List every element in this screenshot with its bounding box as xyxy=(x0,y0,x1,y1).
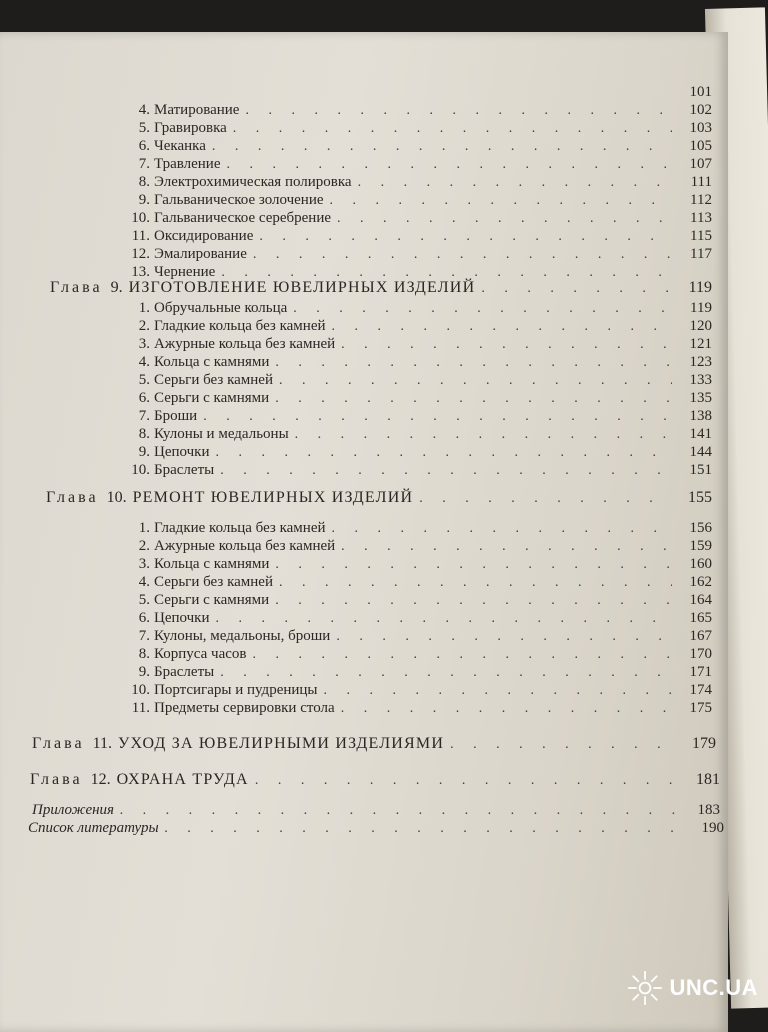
page-number: 135 xyxy=(689,390,712,406)
dot-leader xyxy=(220,461,672,481)
entry-number: 9. xyxy=(138,192,150,208)
entry-number: 6. xyxy=(138,138,150,154)
page-number: 167 xyxy=(689,628,712,644)
chapter-number: 10. xyxy=(106,489,127,506)
chapter-title: ИЗГОТОВЛЕНИЕ ЮВЕЛИРНЫХ ИЗДЕЛИЙ xyxy=(128,279,476,296)
entry-title: Кулоны и медальоны xyxy=(154,426,289,442)
page-number: 115 xyxy=(690,228,712,244)
entry-number: 1. xyxy=(138,520,150,536)
dot-leader xyxy=(165,819,684,839)
chapter-title: УХОД ЗА ЮВЕЛИРНЫМИ ИЗДЕЛИЯМИ xyxy=(117,735,445,752)
entry-title: Браслеты xyxy=(154,462,215,478)
entry-number: 1. xyxy=(138,300,150,316)
page-number: 160 xyxy=(689,556,712,572)
entry-title: Эмалирование xyxy=(154,246,247,262)
entry-number: 3. xyxy=(138,556,150,572)
toc-entry xyxy=(128,406,712,426)
watermark-text: UNC.UA xyxy=(669,975,758,1000)
entry-number: 9. xyxy=(138,664,150,680)
entry-title: Цепочки xyxy=(154,444,210,460)
toc-entry xyxy=(128,190,712,210)
entry-title: Гальваническое золочение xyxy=(154,192,324,208)
page-number: 123 xyxy=(689,354,712,370)
page-number: 155 xyxy=(688,489,712,506)
dot-leader xyxy=(255,771,680,791)
toc-entry xyxy=(128,172,712,192)
entry-title: Серьги без камней xyxy=(154,372,273,388)
entry-title: Портсигары и пудреницы xyxy=(154,682,318,698)
toc-entry xyxy=(120,244,712,264)
chapter-title: РЕМОНТ ЮВЕЛИРНЫХ ИЗДЕЛИЙ xyxy=(132,489,414,506)
dot-leader xyxy=(481,279,672,299)
toc-chapter-heading xyxy=(32,734,716,754)
entry-number: 6. xyxy=(138,610,150,626)
page-number: 144 xyxy=(689,444,712,460)
page-number: 141 xyxy=(689,426,712,442)
toc-entry xyxy=(128,626,712,646)
entry-title: Приложения xyxy=(32,802,115,818)
toc-entry xyxy=(128,118,712,138)
entry-number: 7. xyxy=(138,156,150,172)
chapter-label: Глава xyxy=(32,735,85,752)
toc-entry xyxy=(128,298,712,318)
dot-leader xyxy=(419,489,672,509)
page-number: 112 xyxy=(690,192,712,208)
entry-number: 5. xyxy=(138,592,150,608)
toc-entry xyxy=(128,424,712,444)
page-number: 179 xyxy=(692,735,716,752)
toc-appendix-entry xyxy=(24,818,724,838)
page-number: 165 xyxy=(689,610,712,626)
entry-number: 8. xyxy=(138,174,150,190)
toc-entry xyxy=(128,572,712,592)
entry-number: 11. xyxy=(131,228,150,244)
entry-title: Травление xyxy=(154,156,221,172)
entry-title: Чернение xyxy=(154,264,216,280)
entry-number: 12. xyxy=(131,246,150,262)
page-number: 183 xyxy=(697,802,720,818)
toc-chapter-heading xyxy=(30,770,720,790)
entry-number: 4. xyxy=(138,574,150,590)
page-number: 120 xyxy=(689,318,712,334)
page-number: 159 xyxy=(689,538,712,554)
toc-appendix-entry xyxy=(28,800,720,820)
entry-number: 9. xyxy=(138,444,150,460)
toc-entry xyxy=(128,388,712,408)
entry-number: 7. xyxy=(138,628,150,644)
entry-title: Чеканка xyxy=(154,138,206,154)
toc-entry xyxy=(120,460,712,480)
toc-entry xyxy=(128,536,712,556)
chapter-label: Глава xyxy=(30,771,83,788)
entry-title: Серьги с камнями xyxy=(154,390,270,406)
entry-title: Матирование xyxy=(154,102,240,118)
entry-title: Кольца с камнями xyxy=(154,556,270,572)
entry-number: 6. xyxy=(138,390,150,406)
entry-title: Ажурные кольца без камней xyxy=(154,336,336,352)
chapter-title: ОХРАНА ТРУДА xyxy=(116,771,249,788)
entry-title: Браслеты xyxy=(154,664,215,680)
page-number: 171 xyxy=(689,664,712,680)
toc-entry xyxy=(128,644,712,664)
toc-entry xyxy=(128,518,712,538)
toc-entry xyxy=(128,352,712,372)
toc-entry xyxy=(120,208,712,228)
entry-number: 11. xyxy=(131,700,150,716)
entry-title: Оксидирование xyxy=(154,228,254,244)
book-page xyxy=(0,32,728,1032)
page-number: 138 xyxy=(689,408,712,424)
page-number: 164 xyxy=(689,592,712,608)
toc-entry xyxy=(128,554,712,574)
chapter-label: Глава xyxy=(46,489,99,506)
page-number: 105 xyxy=(689,138,712,154)
toc-entry xyxy=(128,100,712,120)
entry-title: Серьги без камней xyxy=(154,574,273,590)
toc-entry xyxy=(128,316,712,336)
entry-number: 4. xyxy=(138,102,150,118)
page-number: 119 xyxy=(690,300,712,316)
page-number: 107 xyxy=(689,156,712,172)
page-number: 113 xyxy=(690,210,712,226)
toc-entry xyxy=(128,608,712,628)
entry-number: 7. xyxy=(138,408,150,424)
page-number: 121 xyxy=(689,336,712,352)
page-number: 103 xyxy=(689,120,712,136)
entry-title: Гравировка xyxy=(154,120,227,136)
entry-number: 10. xyxy=(131,682,150,698)
toc-entry xyxy=(128,136,712,156)
toc-entry xyxy=(118,680,712,700)
sun-burst-icon xyxy=(627,970,663,1006)
chapter-number: 12. xyxy=(90,771,111,788)
chapter-number: 9. xyxy=(110,279,123,296)
dot-leader xyxy=(450,735,676,755)
toc-top-page-row xyxy=(0,82,712,102)
entry-title: Гладкие кольца без камней xyxy=(154,318,326,334)
entry-number: 5. xyxy=(138,120,150,136)
page-number: 174 xyxy=(689,682,712,698)
page-number: 133 xyxy=(689,372,712,388)
entry-number: 2. xyxy=(138,538,150,554)
page-number: 111 xyxy=(690,174,712,190)
page-number: 170 xyxy=(689,646,712,662)
entry-title: Цепочки xyxy=(154,610,210,626)
page-number: 156 xyxy=(689,520,712,536)
toc-entry xyxy=(128,154,712,174)
entry-number: 4. xyxy=(138,354,150,370)
entry-title: Броши xyxy=(154,408,198,424)
page-number: 181 xyxy=(696,771,720,788)
entry-title: Кулоны, медальоны, броши xyxy=(154,628,331,644)
page-number: 175 xyxy=(689,700,712,716)
entry-title: Кольца с камнями xyxy=(154,354,270,370)
toc-chapter-heading xyxy=(46,488,712,508)
entry-title: Корпуса часов xyxy=(154,646,247,662)
toc-chapter-heading xyxy=(50,278,712,298)
entry-title: Электрохимическая полировка xyxy=(154,174,352,190)
watermark xyxy=(627,970,758,1006)
page-number: 119 xyxy=(688,279,712,296)
page-number: 101 xyxy=(689,84,712,100)
entry-title: Гладкие кольца без камней xyxy=(154,520,326,536)
entry-title: Обручальные кольца xyxy=(154,300,288,316)
toc-entry xyxy=(128,334,712,354)
entry-number: 3. xyxy=(138,336,150,352)
toc-entry xyxy=(128,590,712,610)
entry-number: 8. xyxy=(138,426,150,442)
chapter-number: 11. xyxy=(92,735,112,752)
entry-title: Ажурные кольца без камней xyxy=(154,538,336,554)
entry-number: 10. xyxy=(131,462,150,478)
chapter-label: Глава xyxy=(50,279,103,296)
page-number: 151 xyxy=(689,462,712,478)
entry-title: Список литературы xyxy=(28,820,159,836)
entry-title: Предметы сервировки стола xyxy=(154,700,335,716)
toc-entry xyxy=(120,226,712,246)
entry-number: 8. xyxy=(138,646,150,662)
page-number: 190 xyxy=(701,820,724,836)
entry-number: 13. xyxy=(131,264,150,280)
entry-title: Серьги с камнями xyxy=(154,592,270,608)
entry-title: Гальваническое серебрение xyxy=(154,210,332,226)
page-number: 117 xyxy=(690,246,712,262)
toc-entry xyxy=(118,698,712,718)
entry-number: 2. xyxy=(138,318,150,334)
page-number: 102 xyxy=(689,102,712,118)
page-number: 162 xyxy=(689,574,712,590)
entry-number: 10. xyxy=(131,210,150,226)
dot-leader xyxy=(341,699,672,719)
entry-number: 5. xyxy=(138,372,150,388)
toc-entry xyxy=(128,442,712,462)
toc-entry xyxy=(128,662,712,682)
toc-entry xyxy=(128,370,712,390)
